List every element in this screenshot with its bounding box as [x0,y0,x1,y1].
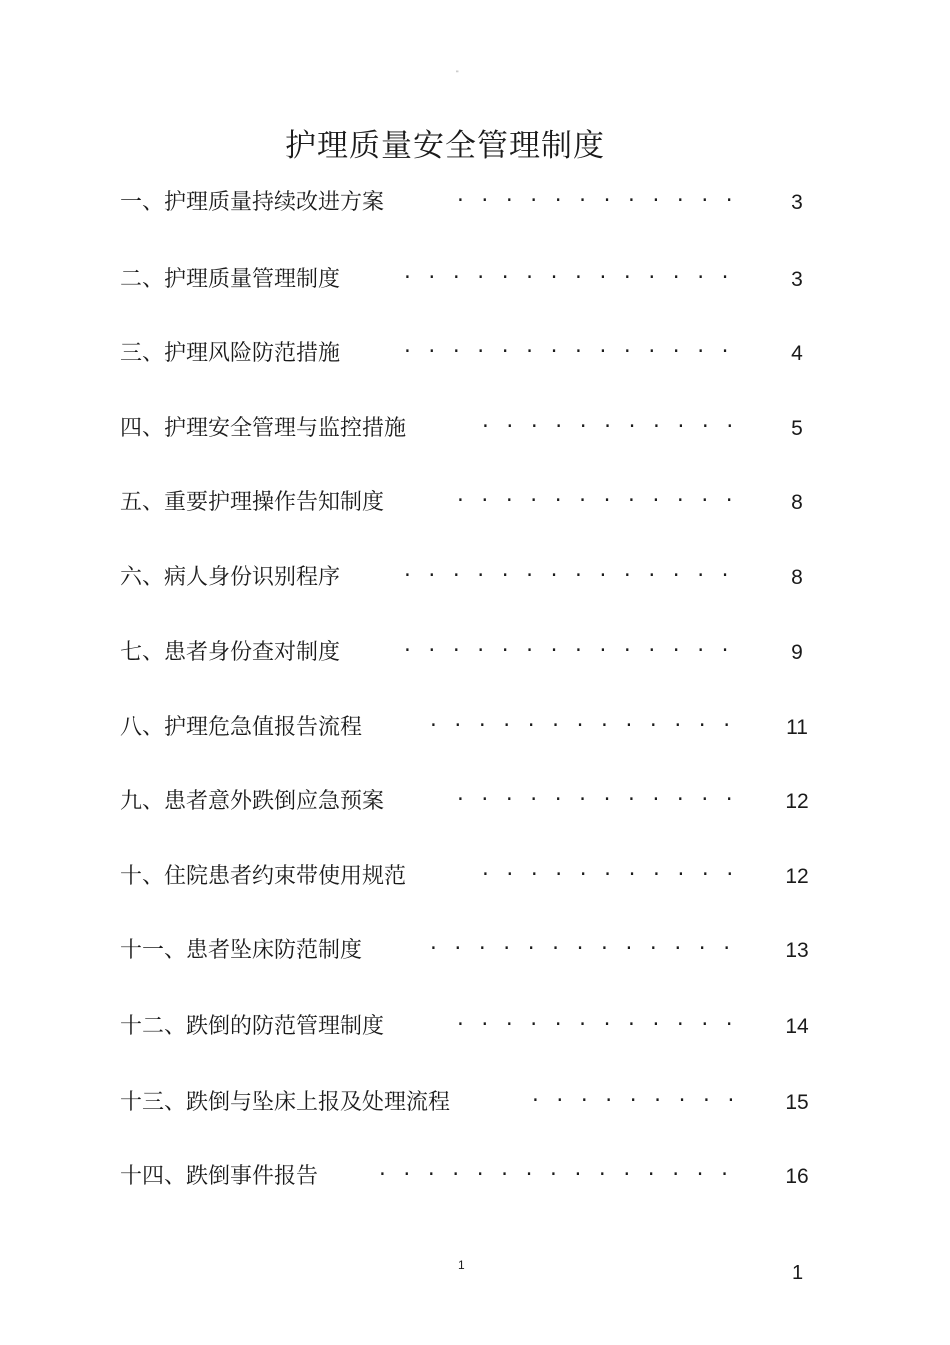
toc-entry-page-number: 9 [791,641,803,664]
toc-entry-title: 五、重要护理操作告知制度 [120,490,385,515]
toc-entry-title: 十一、患者坠床防范制度 [120,938,363,963]
toc-entry-title: 九、患者意外跌倒应急预案 [120,789,385,814]
toc-leader-dots: ·············· [402,565,745,586]
toc-entry-title: 十三、跌倒与坠床上报及处理流程 [120,1090,451,1115]
toc-entry[interactable] [120,636,810,670]
toc-entry[interactable] [120,785,810,819]
toc-entry[interactable] [120,711,810,745]
toc-entry[interactable] [120,186,810,220]
toc-entry-page-number: 3 [791,191,803,214]
toc-leader-dots: ············· [428,715,746,736]
toc-entry[interactable] [120,1160,810,1194]
toc-entry-title: 十二、跌倒的防范管理制度 [120,1014,385,1039]
toc-entry-page-number: 5 [791,417,803,440]
toc-entry-title: 七、患者身份查对制度 [120,640,341,665]
toc-leader-dots: ·············· [402,267,745,288]
toc-leader-dots: ············ [455,490,749,511]
toc-entry-title: 十、住院患者约束带使用规范 [120,864,407,889]
toc-entry[interactable] [120,1086,810,1120]
footer-page-number: 1 [792,1262,804,1284]
toc-entry-page-number: 15 [785,1091,809,1114]
toc-entry-page-number: 4 [791,342,803,365]
toc-entry-page-number: 16 [785,1165,809,1188]
toc-leader-dots: ··········· [480,864,749,885]
toc-entry-title: 一、护理质量持续改进方案 [120,190,385,215]
toc-entry-page-number: 13 [785,939,809,962]
toc-entry[interactable] [120,486,810,520]
toc-entry-page-number: 3 [791,268,803,291]
toc-entry-title: 二、护理质量管理制度 [120,267,341,292]
toc-entry[interactable] [120,934,810,968]
toc-entry-title: 三、护理风险防范措施 [120,341,341,366]
toc-leader-dots: ············ [455,789,749,810]
toc-entry-page-number: 12 [785,865,809,888]
toc-entry-page-number: 12 [785,790,809,813]
footer-page-number-small: 1 [458,1258,465,1272]
toc-leader-dots: ············ [455,1014,749,1035]
document-title: 护理质量安全管理制度 [285,128,605,164]
toc-entry-title: 十四、跌倒事件报告 [120,1164,319,1189]
toc-entry[interactable] [120,263,810,297]
toc-leader-dots: ············· [428,938,746,959]
toc-entry-title: 四、护理安全管理与监控措施 [120,416,407,441]
toc-entry[interactable] [120,1010,810,1044]
toc-entry-title: 六、病人身份识别程序 [120,565,341,590]
toc-entry[interactable] [120,412,810,446]
toc-entry-title: 八、护理危急值报告流程 [120,715,363,740]
toc-leader-dots: ············ [455,190,749,211]
toc-entry-page-number: 8 [791,566,803,589]
header-mark: " [456,70,459,77]
toc-leader-dots: ··········· [480,416,749,437]
toc-leader-dots: ·············· [402,640,745,661]
toc-entry[interactable] [120,337,810,371]
toc-leader-dots: ········· [530,1090,750,1111]
toc-entry[interactable] [120,860,810,894]
toc-leader-dots: ··············· [377,1164,744,1185]
toc-entry-page-number: 8 [791,491,803,514]
toc-entry-page-number: 11 [786,716,808,739]
toc-leader-dots: ·············· [402,341,745,362]
toc-entry[interactable] [120,561,810,595]
toc-entry-page-number: 14 [785,1015,809,1038]
